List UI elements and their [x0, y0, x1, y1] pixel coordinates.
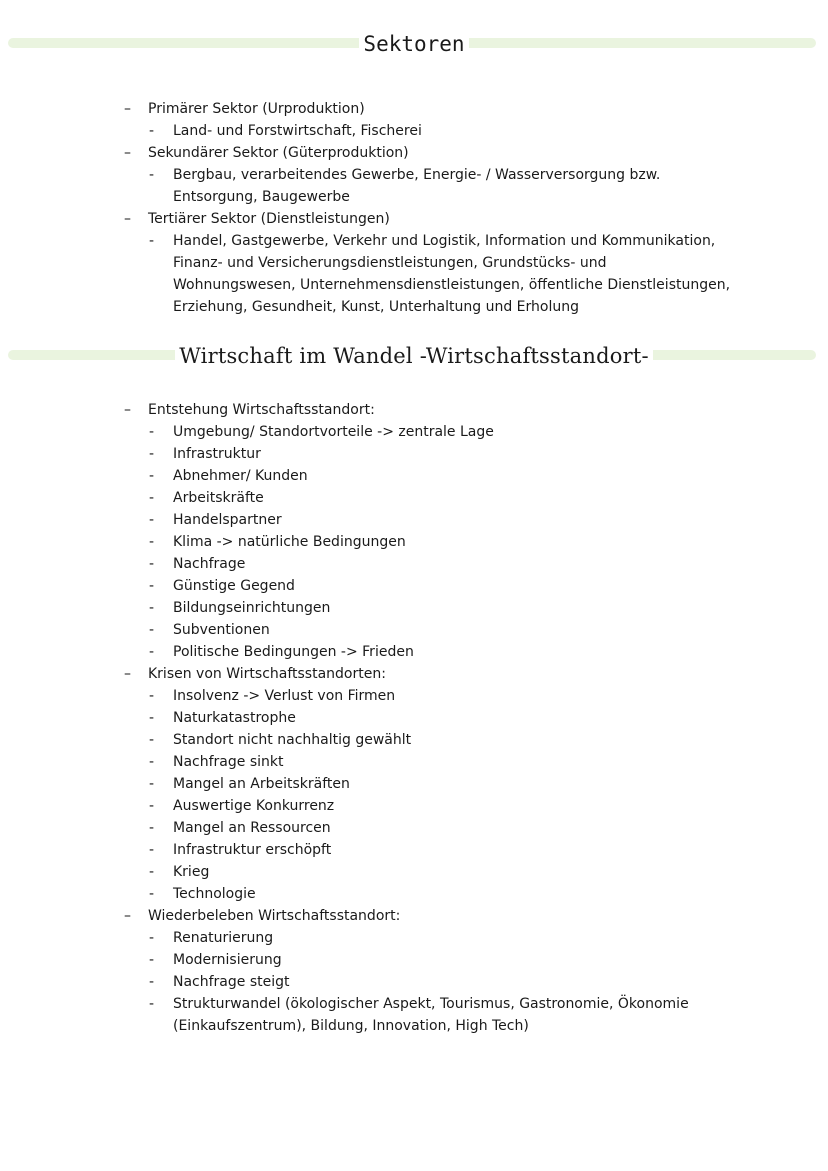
item-text: Renaturierung	[173, 930, 274, 946]
item-text: Infrastruktur	[173, 446, 261, 462]
bullet-dash: -	[149, 490, 155, 506]
bullet-dash: -	[149, 842, 155, 858]
list-item	[0, 98, 828, 120]
bullet-dash: -	[149, 644, 155, 660]
bullet-dash: -	[149, 622, 155, 638]
sektoren-list	[0, 98, 828, 318]
bullet-dash: –	[124, 402, 131, 418]
bullet-dash: -	[149, 512, 155, 528]
item-text: Standort nicht nachhaltig gewählt	[173, 732, 412, 748]
bullet-dash: –	[124, 101, 131, 117]
bullet-dash: -	[149, 167, 155, 183]
bullet-dash: -	[149, 233, 155, 249]
bullet-dash: –	[124, 666, 131, 682]
item-text: Politische Bedingungen -> Frieden	[173, 644, 414, 660]
bullet-dash: -	[149, 798, 155, 814]
sub-list-item	[0, 531, 733, 553]
bullet-dash: -	[149, 776, 155, 792]
item-text: Bildungseinrichtungen	[173, 600, 331, 616]
bullet-dash: –	[124, 211, 131, 227]
sub-list-item	[0, 597, 733, 619]
list-item	[0, 399, 828, 421]
bullet-dash: -	[149, 534, 155, 550]
item-text: Mangel an Ressourcen	[173, 820, 331, 836]
sub-list-item	[0, 685, 733, 707]
item-text: Naturkatastrophe	[173, 710, 296, 726]
item-text: Günstige Gegend	[173, 578, 295, 594]
item-label: Wiederbeleben Wirtschaftsstandort:	[148, 908, 401, 924]
bullet-dash: -	[149, 710, 155, 726]
bullet-dash: -	[149, 424, 155, 440]
sub-list-item	[0, 949, 733, 971]
bullet-dash: -	[149, 930, 155, 946]
sub-list-item	[0, 509, 733, 531]
heading-title: Sektoren	[359, 32, 468, 56]
sub-list-item	[0, 861, 733, 883]
bullet-dash: -	[149, 123, 155, 139]
list-item	[0, 208, 828, 230]
sub-list-item	[0, 839, 733, 861]
sub-list-item	[0, 641, 733, 663]
sub-list-item	[0, 164, 733, 208]
list-item	[0, 905, 828, 927]
section-heading-wirtschaft	[0, 341, 828, 371]
item-text: Nachfrage sinkt	[173, 754, 284, 770]
sub-list-item	[0, 817, 733, 839]
bullet-dash: -	[149, 820, 155, 836]
bullet-dash: -	[149, 556, 155, 572]
sub-list-item	[0, 230, 733, 318]
item-text: Nachfrage	[173, 556, 246, 572]
bullet-dash: -	[149, 468, 155, 484]
item-text: Land- und Forstwirtschaft, Fischerei	[173, 123, 422, 139]
item-label: Primärer Sektor (Urproduktion)	[148, 101, 365, 117]
item-label: Krisen von Wirtschaftsstandorten:	[148, 666, 386, 682]
sub-list-item	[0, 487, 733, 509]
item-label: Entstehung Wirtschaftsstandort:	[148, 402, 375, 418]
item-text: Bergbau, verarbeitendes Gewerbe, Energie- / Wasserversorgung bzw. Entsorgung, Baugewerbe	[173, 167, 661, 205]
item-text: Subventionen	[173, 622, 270, 638]
sub-list-item	[0, 993, 733, 1037]
item-text: Technologie	[173, 886, 256, 902]
bullet-dash: -	[149, 952, 155, 968]
sub-list-item	[0, 773, 733, 795]
item-text: Modernisierung	[173, 952, 282, 968]
item-text: Mangel an Arbeitskräften	[173, 776, 350, 792]
item-text: Infrastruktur erschöpft	[173, 842, 332, 858]
bullet-dash: -	[149, 974, 155, 990]
item-text: Strukturwandel (ökologischer Aspekt, Tourismus, Gastronomie, Ökonomie (Einkaufszentrum), Bildung, Innovation, High Tech)	[173, 996, 689, 1034]
bullet-dash: –	[124, 145, 131, 161]
item-text: Nachfrage steigt	[173, 974, 290, 990]
bullet-dash: –	[124, 908, 131, 924]
heading-title: Wirtschaft im Wandel -Wirtschaftsstandort-	[175, 344, 653, 368]
item-text: Insolvenz -> Verlust von Firmen	[173, 688, 396, 704]
item-text: Abnehmer/ Kunden	[173, 468, 308, 484]
sub-list-item	[0, 575, 733, 597]
list-item	[0, 663, 828, 685]
sub-list-item	[0, 421, 733, 443]
bullet-dash: -	[149, 578, 155, 594]
wirtschaftsstandort-list	[0, 399, 828, 1037]
outline-list	[0, 399, 828, 1037]
sub-list-item	[0, 465, 733, 487]
section-heading-sektoren	[0, 29, 828, 59]
item-text: Handel, Gastgewerbe, Verkehr und Logistik, Information und Kommunikation, Finanz- und Versicherungsdienstleistungen, Grundstücks- und Wohnungswesen, Unternehmensdienstleistungen, öffentliche Dienstleistungen, Erziehung, Gesundheit, Kunst, Unterhaltung und Erholung	[173, 233, 731, 315]
bullet-dash: -	[149, 996, 155, 1012]
bullet-dash: -	[149, 688, 155, 704]
item-label: Sekundärer Sektor (Güterproduktion)	[148, 145, 409, 161]
item-label: Tertiärer Sektor (Dienstleistungen)	[148, 211, 390, 227]
list-item	[0, 142, 828, 164]
sub-list-item	[0, 443, 733, 465]
sub-list-item	[0, 883, 733, 905]
item-text: Krieg	[173, 864, 210, 880]
bullet-dash: -	[149, 864, 155, 880]
sub-list-item	[0, 971, 733, 993]
item-text: Handelspartner	[173, 512, 282, 528]
bullet-dash: -	[149, 732, 155, 748]
bullet-dash: -	[149, 600, 155, 616]
sub-list-item	[0, 729, 733, 751]
bullet-dash: -	[149, 886, 155, 902]
outline-list	[0, 98, 828, 318]
bullet-dash: -	[149, 754, 155, 770]
bullet-dash: -	[149, 446, 155, 462]
sub-list-item	[0, 751, 733, 773]
item-text: Klima -> natürliche Bedingungen	[173, 534, 406, 550]
item-text: Umgebung/ Standortvorteile -> zentrale Lage	[173, 424, 494, 440]
sub-list-item	[0, 619, 733, 641]
sub-list-item	[0, 553, 733, 575]
sub-list-item	[0, 795, 733, 817]
item-text: Auswertige Konkurrenz	[173, 798, 335, 814]
sub-list-item	[0, 927, 733, 949]
item-text: Arbeitskräfte	[173, 490, 264, 506]
sub-list-item	[0, 707, 733, 729]
sub-list-item	[0, 120, 733, 142]
